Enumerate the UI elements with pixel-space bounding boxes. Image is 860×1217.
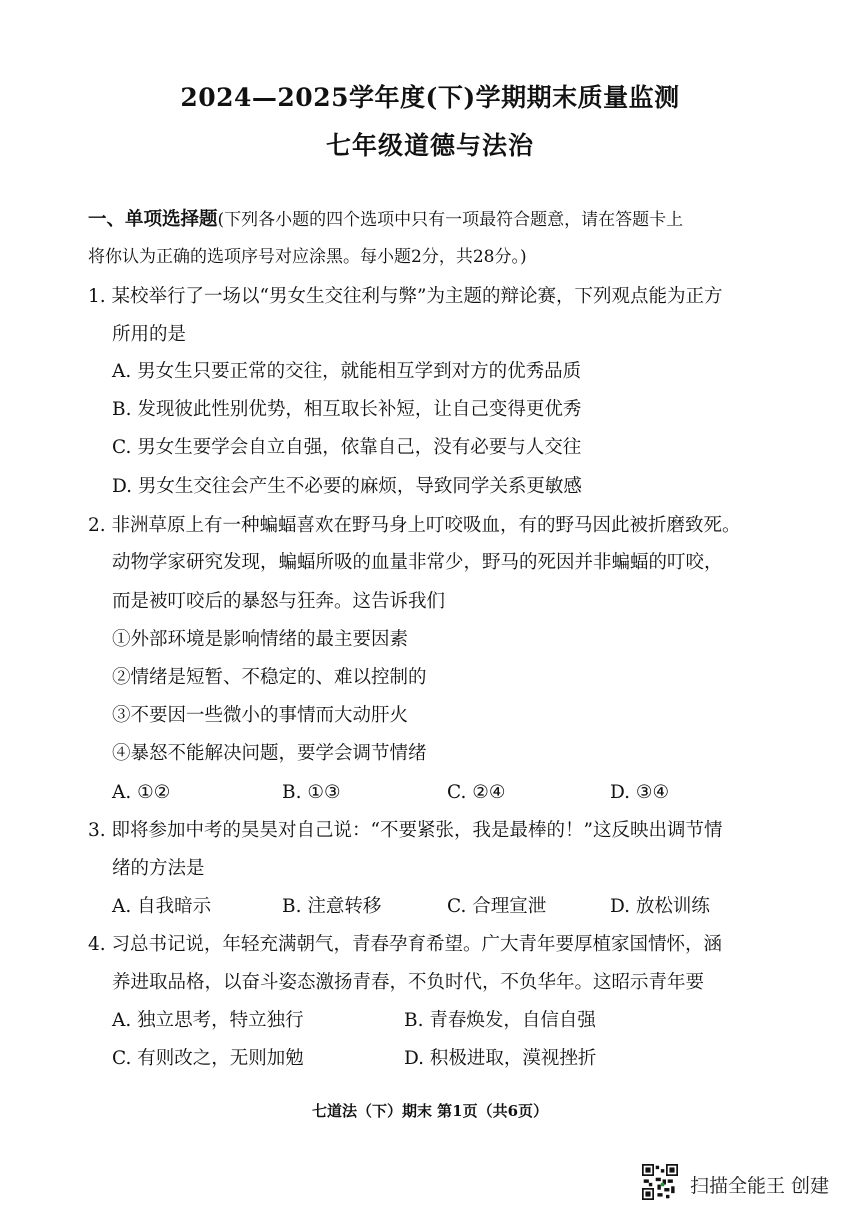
q3-option-a: A. 自我暗示: [112, 896, 212, 917]
exam-subject: 七年级道德与法治: [325, 131, 534, 160]
q3-stem-2: 绪的方法是: [112, 858, 205, 879]
q2-statement-4: ④暴怒不能解决问题，要学会调节情绪: [112, 743, 427, 764]
q2-statement-1: ①外部环境是影响情绪的最主要因素: [112, 629, 409, 650]
q1-option-a: A. 男女生只要正常的交往，就能相互学到对方的优秀品质: [112, 361, 582, 382]
q2-stem-2: 动物学家研究发现，蝙蝠所吸的血量非常少，野马的死因并非蝙蝠的叮咬，: [112, 552, 723, 573]
page-footer: 七道法（下）期末 第1页（共6页）: [311, 1102, 549, 1120]
q3-option-d: D. 放松训练: [610, 896, 710, 917]
q2-option-d: D. ③④: [610, 782, 670, 803]
q1-option-b: B. 发现彼此性别优势，相互取长补短，让自己变得更优秀: [112, 399, 582, 420]
q4-stem-1: 4. 习总书记说，年轻充满朝气，青春孕育希望。广大青年要厚植家国情怀，涵: [88, 934, 723, 955]
q2-statement-2: ②情绪是短暂、不稳定的、难以控制的: [112, 667, 427, 688]
q1-stem-2: 所用的是: [112, 324, 187, 345]
q3-option-b: B. 注意转移: [282, 896, 382, 917]
q2-option-a: A. ①②: [112, 782, 171, 803]
section-heading-line: [88, 208, 683, 232]
scanner-watermark: [642, 1162, 847, 1202]
q4-option-d: D. 积极进取，漠视挫折: [404, 1048, 597, 1069]
q4-option-b: B. 青春焕发，自信自强: [404, 1010, 596, 1031]
q3-stem-1: 3. 即将参加中考的昊昊对自己说：“不要紧张，我是最棒的！”这反映出调节情: [88, 820, 723, 841]
q2-option-c: C. ②④: [447, 782, 506, 803]
q2-stem-3: 而是被叮咬后的暴怒与狂奔。这告诉我们: [112, 591, 446, 612]
q4-option-a: A. 独立思考，特立独行: [112, 1010, 304, 1031]
section-note-2: 将你认为正确的选项序号对应涂黑。每小题2分，共28分。): [88, 247, 527, 267]
q2-option-b: B. ①③: [282, 782, 341, 803]
q4-option-c: C. 有则改之，无则加勉: [112, 1048, 304, 1069]
q1-stem-1: 1. 某校举行了一场以“男女生交往利与弊”为主题的辩论赛，下列观点能为正方: [88, 286, 723, 307]
section-heading: 一、单项选择题: [88, 209, 218, 230]
watermark-text: 扫描全能王 创建: [690, 1175, 830, 1197]
exam-title: 2024—2025学年度(下)学期期末质量监测: [180, 83, 680, 112]
q2-statement-3: ③不要因一些微小的事情而大动肝火: [112, 705, 409, 726]
qr-code-icon: [642, 1164, 678, 1200]
q3-option-c: C. 合理宣泄: [447, 896, 547, 917]
q1-option-c: C. 男女生要学会自立自强，依靠自己，没有必要与人交往: [112, 437, 582, 458]
section-note-1: (下列各小题的四个选项中只有一项最符合题意，请在答题卡上: [217, 210, 684, 230]
q1-option-d: D. 男女生交往会产生不必要的麻烦，导致同学关系更敏感: [112, 476, 582, 497]
q4-stem-2: 养进取品格，以奋斗姿态激扬青春，不负时代，不负华年。这昭示青年要: [112, 972, 705, 993]
q2-stem-1: 2. 非洲草原上有一种蝙蝠喜欢在野马身上叮咬吸血，有的野马因此被折磨致死。: [88, 515, 741, 536]
